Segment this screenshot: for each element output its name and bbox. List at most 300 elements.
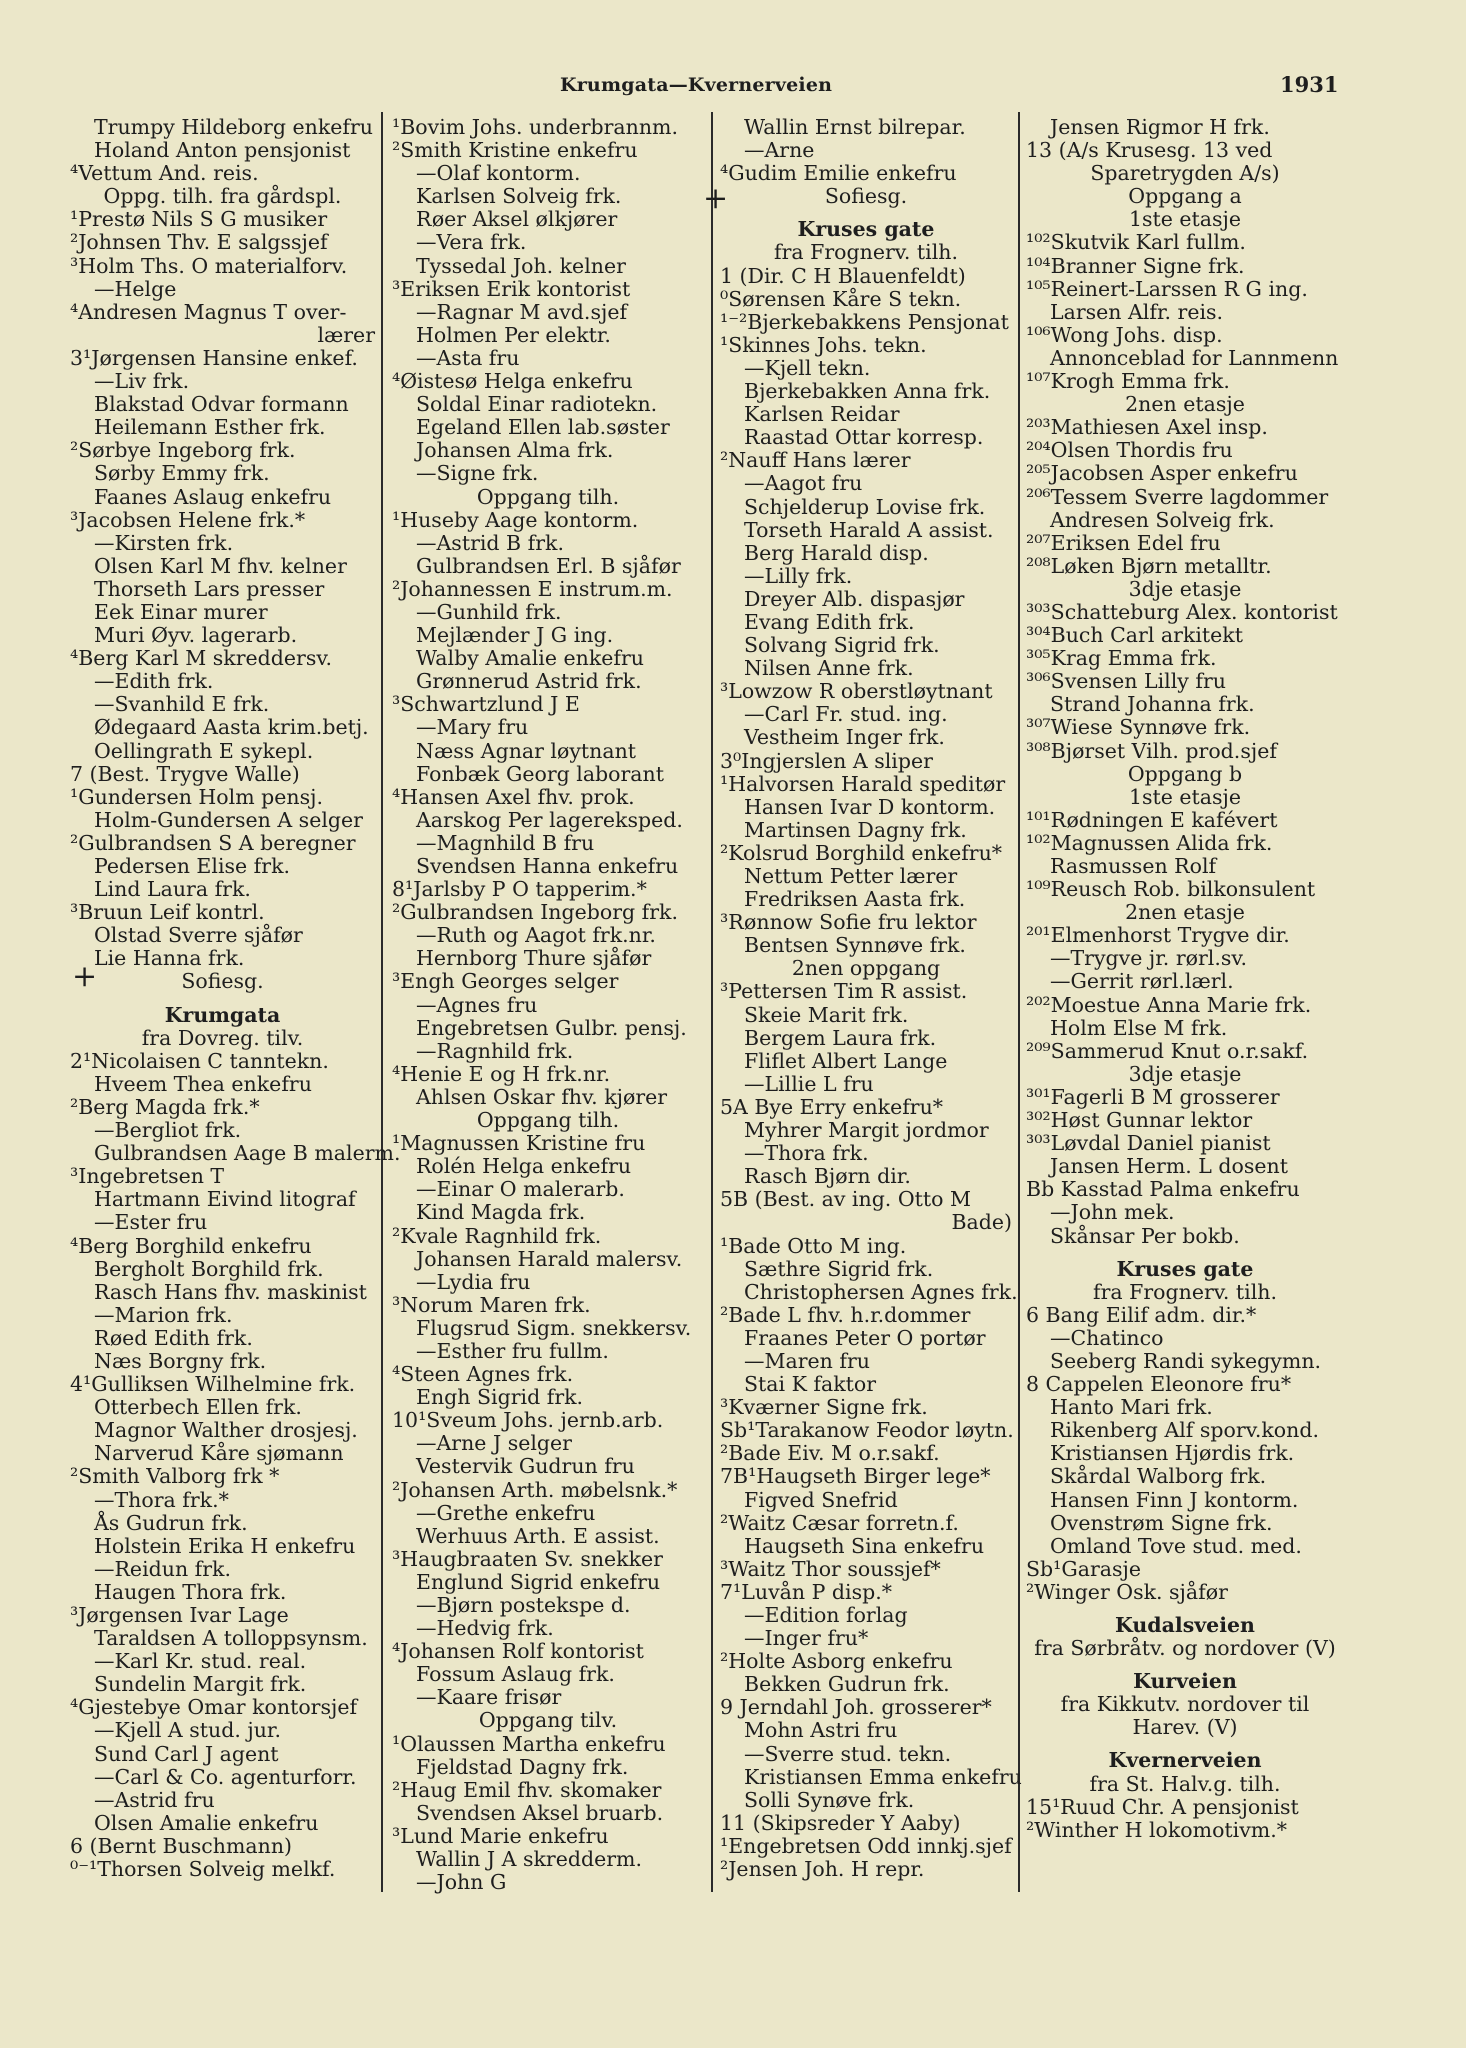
directory-entry: ³⁰⁴Buch Carl arkitekt [1026, 623, 1243, 648]
directory-entry: Oppgang tilv. [478, 1708, 618, 1733]
directory-entry: —Ester fru [94, 1210, 208, 1235]
directory-entry: Walby Amalie enkefru [416, 646, 644, 671]
directory-entry: Sund Carl J agent [94, 1741, 279, 1766]
directory-entry: ³⁰³Schatteburg Alex. kontorist [1026, 599, 1338, 624]
directory-entry: Harev. (V) [1132, 1715, 1238, 1740]
directory-entry: Ås Gudrun frk. [94, 1510, 248, 1535]
directory-entry: Hansen Ivar D kontorm. [744, 794, 996, 819]
directory-entry: Oppgang tilh. [476, 1108, 620, 1133]
directory-entry: Soldal Einar radiotekn. [416, 392, 658, 417]
directory-entry: 7B¹Haugseth Birger lege* [720, 1464, 991, 1489]
directory-entry: ¹⁰²Magnussen Alida frk. [1026, 830, 1273, 855]
directory-entry: ⁰Sørensen Kåre S tekn. [720, 286, 962, 311]
directory-entry: —Inger fru* [744, 1626, 869, 1651]
directory-entry: Oppgang a [1128, 184, 1242, 209]
directory-entry: ³⁰⁷Wiese Synnøve frk. [1026, 715, 1251, 740]
directory-column-4 [1026, 116, 1344, 1842]
directory-entry: Hartmann Eivind litograf [94, 1187, 356, 1212]
page-number: 1931 [1280, 72, 1339, 97]
directory-entry: —Einar O malerarb. [416, 1177, 625, 1202]
directory-entry: ³Haugbraaten Sv. snekker [392, 1546, 663, 1571]
directory-entry: ¹⁻²Bjerkebakkens Pensjonat [720, 309, 1009, 334]
directory-entry: Hveem Thea enkefru [94, 1071, 312, 1096]
directory-entry: ¹⁰⁶Wong Johs. disp. [1026, 322, 1223, 347]
directory-entry: —Hedvig frk. [416, 1616, 554, 1641]
directory-entry: Englund Sigrid enkefru [416, 1569, 661, 1594]
directory-entry: Sofiesg. [181, 969, 264, 994]
directory-entry: —Gerrit rørl.lærl. [1050, 969, 1234, 994]
directory-entry: Bade) [951, 1210, 1012, 1235]
directory-entry: —Lillie L fru [744, 1071, 874, 1096]
directory-entry: ²⁰⁷Eriksen Edel fru [1026, 530, 1221, 555]
directory-entry: ¹⁰¹Rødningen E kafévert [1026, 807, 1278, 832]
directory-entry: fra Frognerv. tilh. [1093, 1279, 1277, 1304]
directory-entry: ³⁰⁵Krag Emma frk. [1026, 646, 1217, 671]
directory-entry: Bergholt Borghild frk. [94, 1256, 324, 1281]
directory-entry: ⁴Andresen Magnus T over- [70, 299, 347, 324]
directory-entry: —Gunhild frk. [416, 599, 562, 624]
directory-entry: fra Kikkutv. nordover til [1060, 1692, 1310, 1717]
directory-entry: Bekken Gudrun frk. [744, 1672, 950, 1697]
directory-entry: 11 (Skipsreder Y Aaby) [720, 1810, 961, 1835]
directory-entry: ⁴Johansen Rolf kontorist [392, 1639, 644, 1664]
directory-entry: Nilsen Anne frk. [744, 656, 914, 681]
directory-entry: ¹Halvorsen Harald speditør [720, 771, 1006, 796]
directory-entry: ³Jacobsen Helene frk.* [70, 507, 306, 532]
directory-entry: lærer [317, 322, 375, 347]
directory-entry: ¹⁰²Skutvik Karl fullm. [1026, 230, 1246, 255]
directory-entry: ³Ingebretsen T [70, 1164, 225, 1189]
directory-entry: Heilemann Esther frk. [94, 415, 326, 440]
directory-entry: ²Kvale Ragnhild frk. [392, 1223, 602, 1248]
directory-entry: Mejlænder J G ing. [416, 623, 614, 648]
directory-entry: Røer Aksel ølkjører [416, 207, 618, 232]
directory-entry: Hernborg Thure sjåfør [416, 946, 652, 971]
directory-entry: ²Jensen Joh. H repr. [720, 1857, 925, 1882]
directory-entry: 9 Jerndahl Joh. grosserer* [720, 1695, 992, 1720]
directory-entry: Sofiesg. [824, 184, 908, 209]
directory-entry: —Aagot fru [744, 471, 863, 496]
directory-entry: Omland Tove stud. med. [1050, 1533, 1302, 1558]
directory-entry: —Ragnar M avd.sjef [416, 299, 628, 324]
directory-entry: Aarskog Per lagereksped. [416, 807, 683, 832]
directory-entry: 3¹Jørgensen Hansine enkef. [70, 345, 358, 370]
directory-entry: —Arne J selger [416, 1431, 572, 1456]
directory-entry: Engebretsen Gulbr. pensj. [416, 1015, 687, 1040]
directory-entry: ³⁰⁸Bjørset Vilh. prod.sjef [1026, 738, 1277, 763]
directory-entry: —Lilly frk. [744, 563, 853, 588]
directory-entry: Svendsen Hanna enkefru [416, 854, 679, 878]
directory-entry: ²Johannessen E instrum.m. [392, 576, 673, 601]
directory-entry: Werhuus Arth. E assist. [416, 1523, 660, 1548]
directory-entry: 5A Bye Erry enkefru* [720, 1094, 944, 1119]
directory-entry: ⁴Gjestebye Omar kontorsjef [70, 1695, 358, 1720]
directory-entry: —Reidun frk. [94, 1556, 231, 1581]
directory-entry: ³Bruun Leif kontrl. [70, 900, 265, 925]
directory-entry: ²Bade Eiv. M o.r.sakf. [720, 1441, 940, 1466]
directory-entry: —Asta fru [416, 345, 520, 370]
directory-entry: ²⁰¹Elmenhorst Trygve dir. [1026, 923, 1290, 948]
directory-entry: Sb¹Tarakanow Feodor løytn. [720, 1418, 1014, 1443]
directory-entry: —Esther fru fullm. [416, 1338, 609, 1363]
directory-entry: 15¹Ruud Chr. A pensjonist [1026, 1794, 1299, 1819]
directory-entry: Jansen Herm. L dosent [1050, 1154, 1288, 1179]
cross-mark: + [72, 959, 98, 994]
directory-entry: ²⁰³Mathiesen Axel insp. [1026, 415, 1268, 440]
directory-entry: ⁴Steen Agnes frk. [392, 1362, 574, 1387]
cross-mark: + [703, 181, 729, 216]
directory-entry: 1ste etasje [1128, 207, 1242, 232]
directory-entry: Mohn Astri fru [744, 1718, 898, 1743]
directory-entry: Sparetrygden A/s) [1090, 161, 1280, 186]
directory-entry: 2nen oppgang [791, 956, 941, 981]
directory-entry: Fredriksen Aasta frk. [744, 887, 966, 912]
directory-entry: fra Frognerv. tilh. [774, 240, 958, 265]
directory-entry: —Astrid B frk. [416, 530, 564, 555]
directory-entry: ²Kolsrud Borghild enkefru* [720, 840, 1003, 865]
directory-entry: Martinsen Dagny frk. [744, 817, 967, 842]
directory-entry: Solvang Sigrid frk. [744, 633, 940, 658]
directory-entry: 8¹Jarlsby P O tapperim.* [392, 877, 647, 902]
directory-entry: Nettum Petter lærer [744, 864, 958, 888]
directory-entry: —Kjell A stud. jur. [94, 1718, 281, 1743]
directory-entry: Otterbech Ellen frk. [94, 1395, 302, 1420]
directory-entry: —Sverre stud. tekn. [744, 1741, 952, 1766]
directory-entry: ²Johansen Arth. møbelsnk.* [392, 1477, 678, 1502]
directory-entry: —Astrid fru [94, 1787, 215, 1812]
directory-entry: ⁴Vettum And. reis. [70, 161, 259, 186]
directory-entry: —Edition forlag [744, 1603, 908, 1627]
directory-entry: Skeie Marit frk. [744, 1002, 909, 1027]
directory-entry: ²Haug Emil fhv. skomaker [392, 1777, 662, 1802]
directory-entry: Røed Edith frk. [94, 1325, 253, 1350]
directory-entry: Fonbæk Georg laborant [416, 761, 664, 786]
directory-entry: Berg Harald disp. [744, 540, 929, 565]
directory-entry: Larsen Alfr. reis. [1050, 299, 1224, 324]
directory-entry: Andresen Solveig frk. [1050, 507, 1275, 532]
directory-entry: Rasch Hans fhv. maskinist [94, 1279, 367, 1304]
directory-entry: Næs Borgny frk. [94, 1348, 267, 1373]
directory-entry: —Thora frk. [744, 1141, 869, 1166]
directory-entry: Muri Øyv. lagerarb. [94, 623, 298, 648]
directory-entry: Hanto Mari frk. [1050, 1395, 1213, 1420]
directory-entry: Gulbrandsen Aage B malerm. [94, 1141, 401, 1166]
street-heading: Kruses gate [1116, 1256, 1254, 1281]
directory-entry: Engh Sigrid frk. [416, 1385, 584, 1410]
directory-entry: —John mek. [1050, 1200, 1175, 1225]
directory-entry: ⁴Henie E og H frk.nr. [392, 1061, 611, 1086]
directory-entry: ²Winger Osk. sjåfør [1026, 1579, 1228, 1604]
directory-entry: Trumpy Hildeborg enkefru [94, 115, 373, 139]
directory-entry: ¹Magnussen Kristine fru [392, 1131, 646, 1156]
directory-entry: —Magnhild B fru [416, 830, 595, 855]
directory-entry: Rikenberg Alf sporv.kond. [1050, 1418, 1319, 1443]
directory-entry: —Agnes fru [416, 992, 538, 1017]
directory-entry: Fraanes Peter O portør [744, 1325, 986, 1350]
directory-entry: 1ste etasje [1128, 784, 1242, 809]
directory-entry: Tyssedal Joh. kelner [416, 253, 626, 278]
directory-entry: ³Lowzow R oberstløytnant [720, 679, 993, 704]
directory-entry: Dreyer Alb. dispasjør [744, 586, 965, 611]
directory-entry: ¹⁰⁵Reinert-Larssen R G ing. [1026, 276, 1308, 301]
directory-entry: Bentsen Synnøve frk. [744, 933, 966, 958]
directory-entry: ²⁰⁴Olsen Thordis fru [1026, 438, 1233, 463]
directory-entry: ³Kværner Signe frk. [720, 1395, 928, 1420]
column-rule-1 [381, 112, 383, 1892]
directory-entry: Rasch Bjørn dir. [744, 1164, 911, 1189]
directory-entry: ¹⁰⁹Reusch Rob. bilkonsulent [1026, 877, 1316, 902]
directory-entry: ³Pettersen Tim R assist. [720, 979, 968, 1004]
directory-column-1 [70, 115, 401, 1882]
directory-entry: ³Holm Ths. O materialforv. [70, 253, 348, 278]
directory-entry: Lind Laura frk. [94, 877, 251, 902]
directory-entry: ¹Skinnes Johs. tekn. [720, 332, 927, 357]
directory-entry: ¹Huseby Aage kontorm. [392, 507, 639, 532]
directory-entry: Taraldsen A tolloppsynsm. [94, 1626, 368, 1651]
directory-entry: Narverud Kåre sjømann [94, 1441, 344, 1466]
directory-entry: Karlsen Reidar [744, 402, 900, 427]
directory-entry: ³⁰¹Fagerli B M grosserer [1026, 1084, 1280, 1109]
directory-entry: Myhrer Margit jordmor [744, 1118, 989, 1143]
directory-entry: —Liv frk. [94, 369, 190, 394]
directory-entry: Vestervik Gudrun fru [416, 1454, 635, 1479]
directory-entry: ²Gulbrandsen Ingeborg frk. [392, 900, 678, 925]
directory-entry: ²Gulbrandsen S A beregner [70, 830, 356, 855]
directory-entry: Kind Magda frk. [416, 1200, 586, 1225]
directory-entry: 8 Cappelen Eleonore fru* [1026, 1372, 1292, 1397]
directory-entry: ⁴Gudim Emilie enkefru [720, 161, 957, 186]
directory-entry: Ødegaard Aasta krim.betj. [94, 715, 369, 740]
directory-entry: —Carl Fr. stud. ing. [744, 702, 948, 727]
directory-entry: ⁴Hansen Axel fhv. prok. [392, 784, 635, 809]
directory-entry: —Mary fru [416, 715, 529, 740]
directory-entry: —Edith frk. [94, 669, 214, 694]
directory-entry: —Ragnhild frk. [416, 1038, 574, 1063]
directory-entry: 13 (A/s Krusesg. 13 ved [1026, 138, 1273, 163]
column-rule-2 [711, 112, 713, 1892]
directory-entry: —Chatinco [1050, 1325, 1164, 1350]
directory-entry: Skårdal Walborg frk. [1050, 1464, 1267, 1489]
directory-entry: ³Jørgensen Ivar Lage [70, 1603, 289, 1627]
directory-entry: Figved Snefrid [744, 1487, 898, 1512]
directory-entry: Oellingrath E sykepl. [94, 738, 314, 763]
directory-entry: —Bjørn postekspe d. [416, 1593, 631, 1617]
directory-entry: ³⁰⁶Svensen Lilly fru [1026, 669, 1226, 694]
directory-entry: Holstein Erika H enkefru [94, 1533, 356, 1558]
directory-column-3 [720, 115, 1022, 1882]
directory-entry: Rolén Helga enkefru [416, 1154, 632, 1179]
directory-entry: Karlsen Solveig frk. [416, 184, 622, 209]
directory-entry: Torseth Harald A assist. [744, 517, 994, 542]
directory-entry: ³Norum Maren frk. [392, 1292, 591, 1317]
directory-entry: Wallin Ernst bilrepar. [744, 115, 966, 139]
directory-entry: 1 (Dir. C H Blauenfeldt) [720, 263, 966, 288]
directory-entry: fra Sørbråtv. og nordover (V) [1034, 1636, 1336, 1661]
directory-entry: Fjeldstad Dagny frk. [416, 1754, 629, 1779]
directory-entry: ⁴Øistesø Helga enkefru [392, 369, 633, 394]
directory-entry: ¹Olaussen Martha enkefru [392, 1731, 666, 1756]
street-heading: Kudalsveien [1115, 1613, 1255, 1637]
directory-entry: Strand Johanna frk. [1050, 692, 1255, 717]
directory-entry: ²Sørbye Ingeborg frk. [70, 438, 296, 463]
directory-entry: Sørby Emmy frk. [94, 461, 270, 486]
directory-entry: Blakstad Odvar formann [94, 392, 349, 417]
directory-entry: ²⁰²Moestue Anna Marie frk. [1026, 992, 1312, 1017]
directory-entry: ⁴Berg Karl M skreddersv. [70, 646, 333, 671]
directory-entry: 2nen etasje [1125, 392, 1245, 417]
directory-entry: Olsen Amalie enkefru [94, 1810, 319, 1835]
directory-entry: ³Schwartzlund J E [392, 692, 580, 717]
directory-entry: 4¹Gulliksen Wilhelmine frk. [70, 1372, 356, 1397]
directory-entry: —Olaf kontorm. [416, 161, 581, 186]
directory-entry: ³Lund Marie enkefru [392, 1823, 609, 1848]
directory-entry: Fliflet Albert Lange [744, 1048, 948, 1073]
directory-entry: ¹⁰⁷Krogh Emma frk. [1026, 369, 1230, 394]
directory-entry: Schjelderup Lovise frk. [744, 494, 986, 519]
directory-entry: 6 Bang Eilif adm. dir.* [1026, 1302, 1257, 1327]
directory-entry: ³⁰²Høst Gunnar lektor [1026, 1108, 1253, 1133]
directory-entry: ³⁰³Løvdal Daniel pianist [1026, 1131, 1271, 1156]
directory-entry: ¹Bade Otto M ing. [720, 1233, 907, 1258]
directory-entry: ³Waitz Thor soussjef* [720, 1556, 941, 1581]
directory-entry: Johansen Harald malersv. [416, 1246, 683, 1271]
street-heading: Kruses gate [797, 217, 935, 242]
directory-entry: Oppg. tilh. fra gårdspl. [103, 184, 342, 209]
directory-entry: —Kjell tekn. [744, 355, 871, 380]
directory-entry: Gulbrandsen Erl. B sjåfør [416, 553, 681, 578]
directory-entry: ¹⁰⁴Branner Signe frk. [1026, 253, 1245, 278]
directory-entry: 3dje etasje [1128, 576, 1242, 601]
directory-entry: Rasmussen Rolf [1050, 854, 1217, 878]
directory-entry: —Karl Kr. stud. real. [94, 1649, 307, 1674]
directory-entry: Thorseth Lars presser [94, 576, 325, 601]
directory-entry: 3⁰Ingjerslen A sliper [720, 748, 933, 773]
directory-entry: Fossum Aslaug frk. [416, 1662, 615, 1687]
directory-entry: —Thora frk.* [94, 1487, 229, 1512]
directory-entry: Holm Else M frk. [1050, 1015, 1228, 1040]
directory-entry: ³Engh Georges selger [392, 969, 619, 994]
directory-entry: Sæthre Sigrid frk. [744, 1256, 934, 1281]
directory-entry: Annonceblad for Lannmenn [1050, 345, 1339, 370]
directory-entry: Eek Einar murer [94, 599, 268, 624]
directory-entry: Olsen Karl M fhv. kelner [94, 553, 347, 578]
directory-entry: Seeberg Randi sykegymn. [1050, 1348, 1322, 1373]
directory-entry: fra St. Halv.g. tilh. [1089, 1771, 1281, 1796]
directory-entry: ²Waitz Cæsar forretn.f. [720, 1510, 959, 1535]
directory-entry: Svendsen Aksel bruarb. [416, 1800, 664, 1825]
directory-entry: —Bergliot frk. [94, 1118, 242, 1143]
directory-entry: Wallin J A skredderm. [416, 1847, 642, 1872]
directory-entry: ²Berg Magda frk.* [70, 1094, 260, 1119]
directory-entry: Grønnerud Astrid frk. [416, 669, 642, 694]
directory-entry: Sb¹Garasje [1026, 1556, 1142, 1581]
directory-entry: —Kirsten frk. [94, 530, 234, 555]
directory-entry: 3dje etasje [1128, 1061, 1242, 1086]
directory-entry: ⁰⁻¹Thorsen Solveig melkf. [70, 1857, 336, 1882]
directory-entry: Sundelin Margit frk. [94, 1672, 307, 1697]
directory-entry: ³Eriksen Erik kontorist [392, 276, 631, 301]
directory-entry: Holmen Per elektr. [416, 322, 611, 347]
directory-entry: Ahlsen Oskar fhv. kjører [416, 1084, 668, 1109]
directory-entry: —Svanhild E frk. [94, 692, 270, 717]
directory-entry: 2nen etasje [1125, 900, 1245, 925]
directory-entry: —Maren fru [744, 1348, 870, 1373]
directory-entry: —Trygve jr. rørl.sv. [1050, 946, 1248, 971]
directory-entry: Haugen Thora frk. [94, 1579, 287, 1604]
street-heading: Krumgata [164, 1002, 281, 1027]
directory-entry: Oppgang tilh. [476, 484, 620, 509]
directory-entry: ²⁰⁸Løken Bjørn metalltr. [1026, 553, 1272, 578]
directory-entry: Lie Hanna frk. [94, 946, 245, 971]
directory-entry: —Carl & Co. agenturforr. [94, 1764, 357, 1789]
directory-entry: ²⁰⁶Tessem Sverre lagdommer [1026, 484, 1329, 509]
directory-entry: Evang Edith frk. [744, 609, 915, 634]
directory-entry: Flugsrud Sigm. snekkersv. [416, 1315, 692, 1340]
directory-entry: 7 (Best. Trygve Walle) [70, 761, 300, 786]
directory-entry: —Kaare frisør [416, 1685, 562, 1710]
directory-entry: Bb Kasstad Palma enkefru [1026, 1177, 1300, 1202]
directory-entry: —Signe frk. [416, 461, 539, 486]
directory-entry: —Helge [94, 276, 177, 301]
directory-entry: Næss Agnar løytnant [416, 738, 637, 763]
street-heading: Kvernerveien [1108, 1748, 1262, 1773]
directory-entry: Holand Anton pensjonist [94, 138, 351, 163]
directory-entry: ¹Bovim Johs. underbrannm. [392, 115, 678, 139]
directory-entry: —Lydia fru [416, 1269, 531, 1294]
directory-entry: Christophersen Agnes frk. [744, 1279, 1018, 1304]
directory-entry: Ovenstrøm Signe frk. [1050, 1510, 1273, 1535]
directory-entry: ¹Gundersen Holm pensj. [70, 784, 324, 809]
street-heading: Kurveien [1133, 1669, 1237, 1694]
directory-entry: Faanes Aslaug enkefru [94, 484, 332, 509]
directory-entry: 6 (Bernt Buschmann) [70, 1833, 293, 1858]
directory-entry: Olstad Sverre sjåfør [94, 923, 303, 948]
directory-entry: Bergem Laura frk. [744, 1025, 937, 1050]
directory-entry: —Vera frk. [416, 230, 527, 255]
directory-entry: ²Johnsen Thv. E salgssjef [70, 230, 328, 255]
directory-entry: Skånsar Per bokb. [1050, 1223, 1240, 1248]
directory-entry: ²⁰⁵Jacobsen Asper enkefru [1026, 461, 1298, 486]
directory-entry: Johansen Alma frk. [416, 438, 614, 463]
directory-entry: Hansen Finn J kontorm. [1050, 1487, 1299, 1512]
directory-entry: Kristiansen Hjørdis frk. [1050, 1441, 1295, 1466]
directory-entry: ²⁰⁹Sammerud Knut o.r.sakf. [1026, 1038, 1309, 1063]
directory-entry: Egeland Ellen lab.søster [416, 415, 670, 440]
directory-entry: ²Bade L fhv. h.r.dommer [720, 1302, 971, 1327]
directory-entry: Raastad Ottar korresp. [744, 425, 984, 450]
directory-entry: Haugseth Sina enkefru [744, 1533, 985, 1558]
directory-column-2 [392, 116, 704, 1894]
page-header [0, 74, 1466, 102]
running-title: Krumgata—Kvernerveien [560, 74, 833, 96]
directory-entry: ¹Engebretsen Odd innkj.sjef [720, 1833, 1012, 1858]
directory-entry: Magnor Walther drosjesj. [94, 1418, 358, 1443]
directory-entry: ⁴Berg Borghild enkefru [70, 1233, 312, 1258]
directory-entry: Solli Synøve frk. [744, 1787, 915, 1812]
directory-entry: —Ruth og Aagot frk.nr. [416, 923, 656, 948]
directory-entry: fra Dovreg. tilv. [141, 1025, 304, 1050]
directory-entry: ¹Prestø Nils S G musiker [70, 207, 328, 232]
directory-entry: Holm-Gundersen A selger [94, 807, 363, 832]
directory-entry: 5B (Best. av ing. Otto M [720, 1187, 971, 1212]
directory-entry: —John G [416, 1870, 507, 1895]
directory-entry: Vestheim Inger frk. [744, 725, 945, 750]
directory-entry: 7¹Luvån P disp.* [720, 1579, 892, 1604]
column-rule-3 [1018, 112, 1020, 1892]
directory-entry: Stai K faktor [744, 1372, 877, 1397]
directory-entry: ³Rønnow Sofie fru lektor [720, 910, 977, 935]
directory-entry: ²Holte Asborg enkefru [720, 1649, 953, 1674]
